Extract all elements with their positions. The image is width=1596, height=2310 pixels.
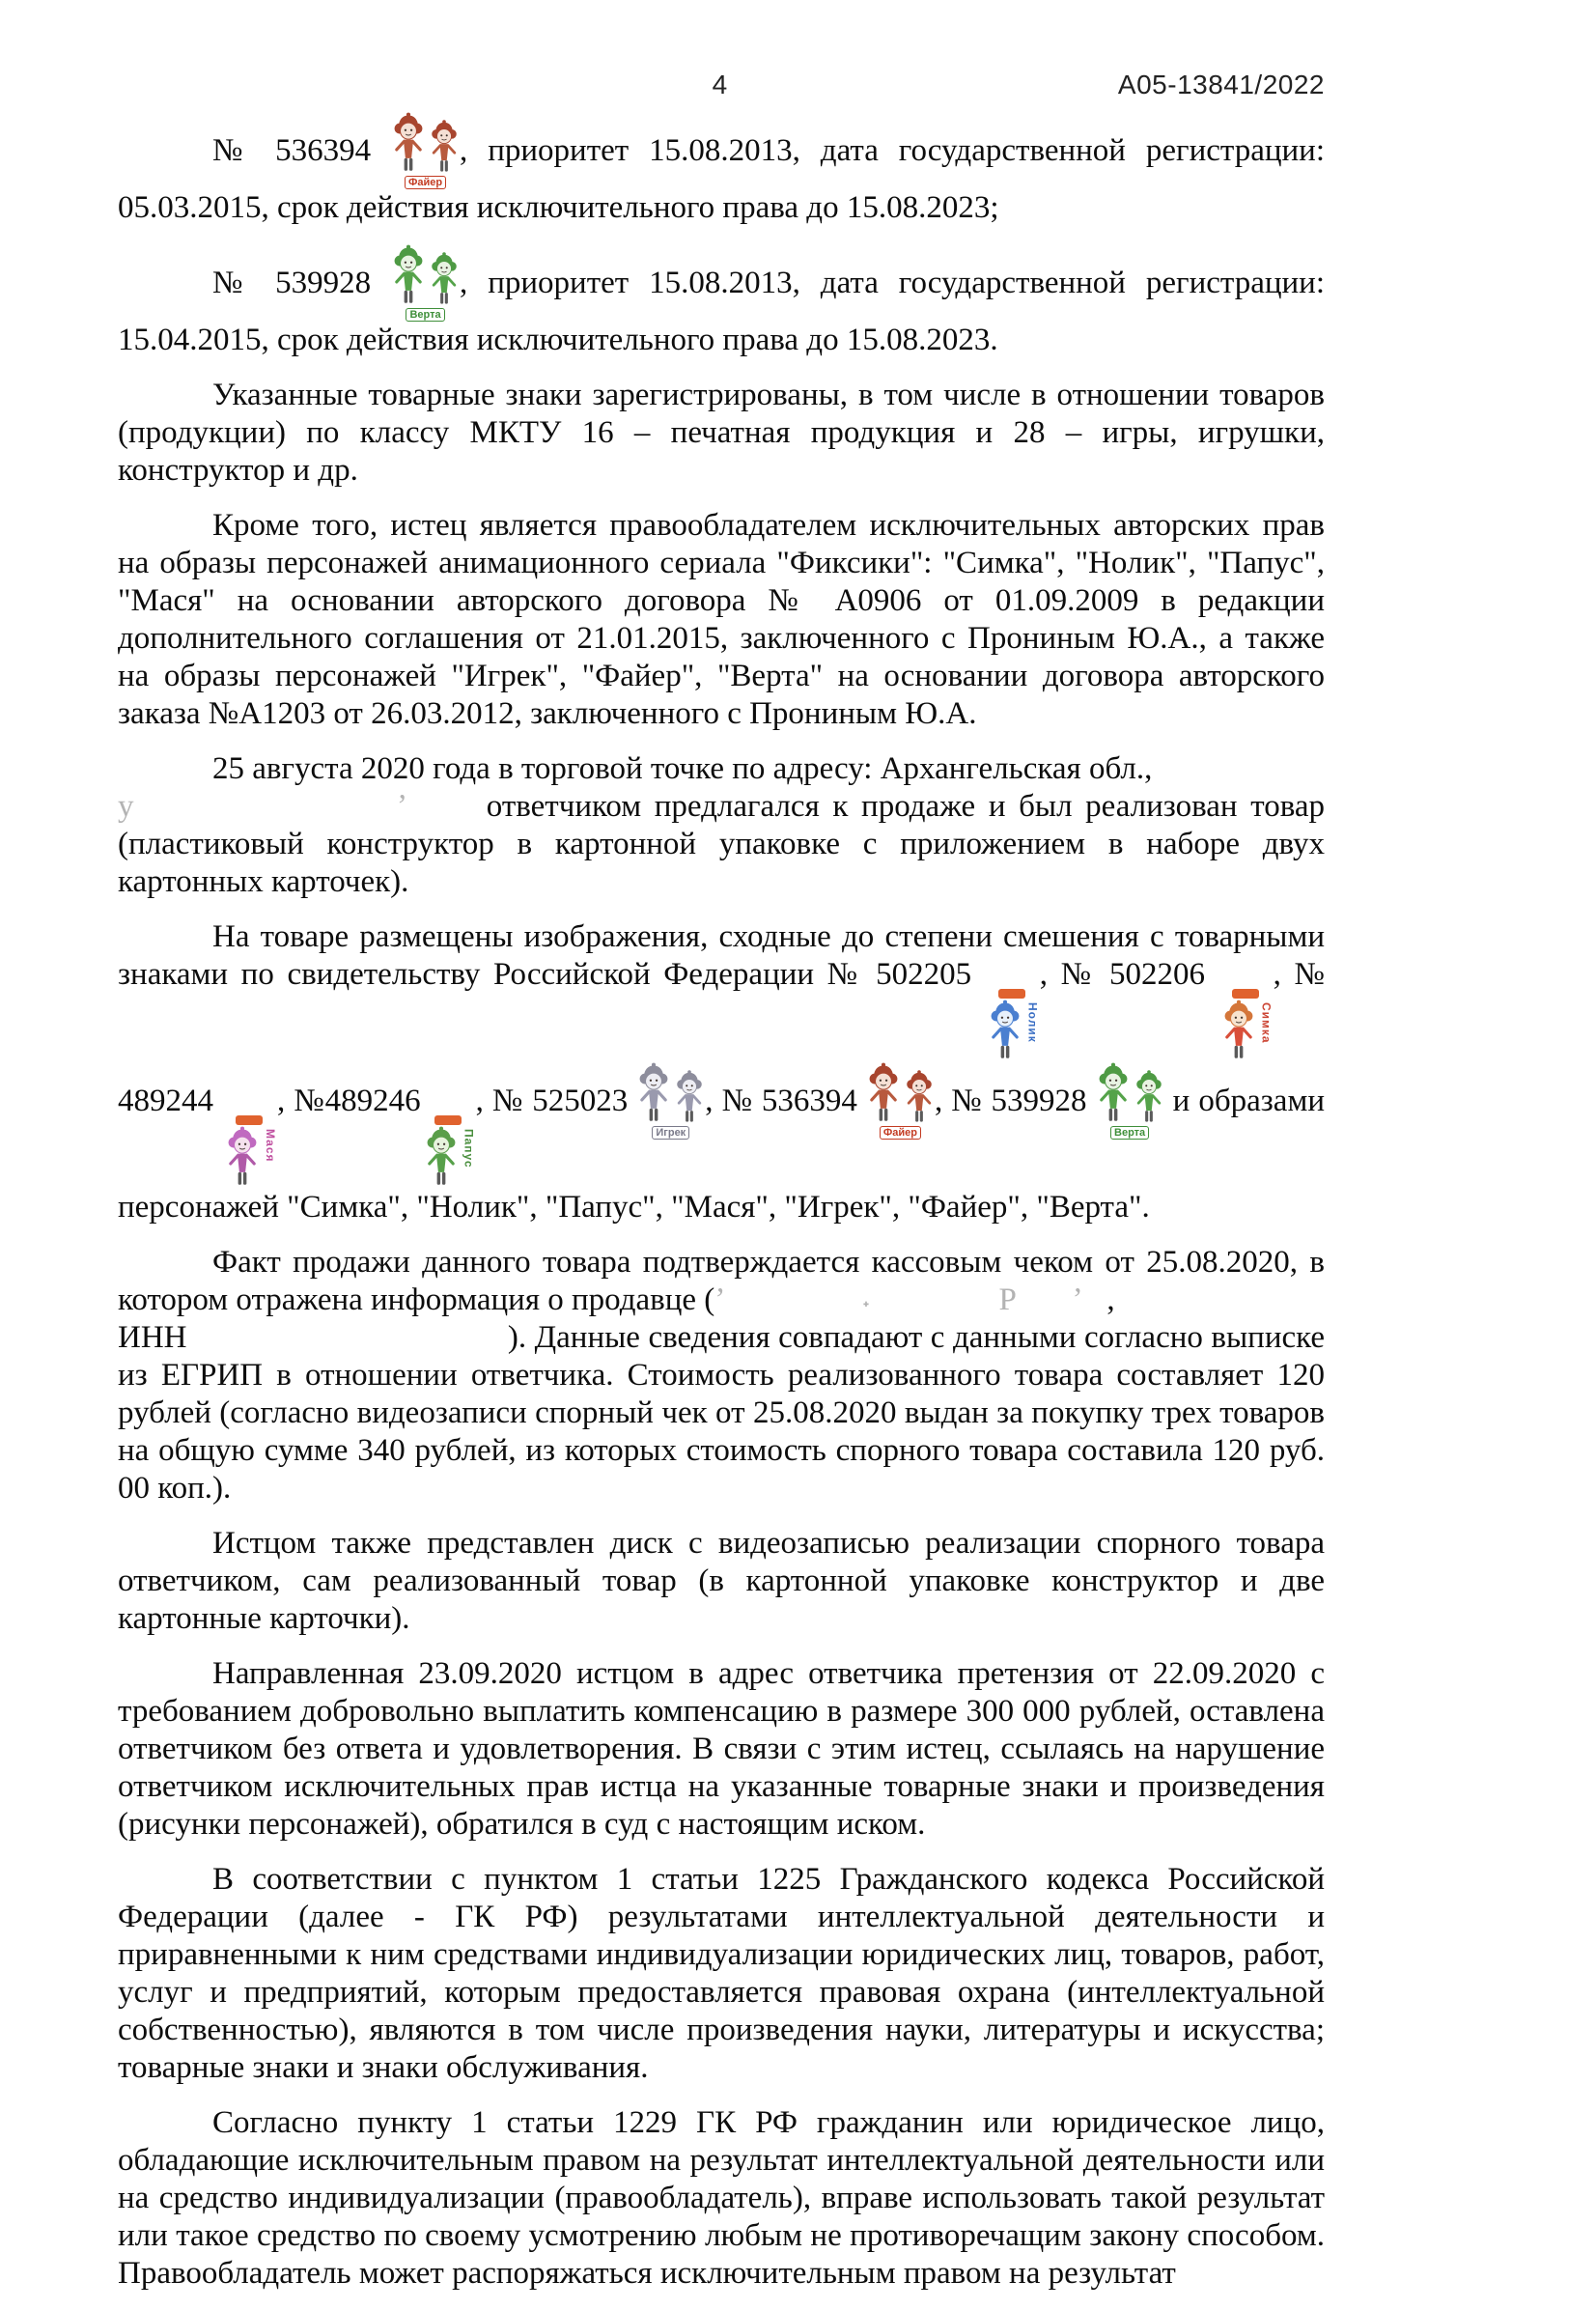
fixiki-logo-badge: [236, 1115, 263, 1125]
paragraph-text: ,: [1106, 1282, 1115, 1317]
case-number: А05-13841/2022: [1117, 70, 1325, 99]
character-name-caption: Мася: [264, 1129, 278, 1163]
redacted-inn-value: [187, 1320, 508, 1355]
paragraph-text: ИНН: [118, 1320, 187, 1355]
paragraph-author-rights: [118, 507, 1325, 733]
trademark-536394-characters-icon: [391, 112, 460, 189]
paragraph-text: Факт продажи данного товара подтверждается кассовым чеком от 25.08.2020, в котором отражена информация о продавце (: [118, 1245, 1325, 1317]
character-name-caption: Нолик: [1025, 1002, 1040, 1043]
character-name-caption: Папус: [462, 1129, 476, 1169]
paragraph-text: , № 525023: [475, 1084, 637, 1118]
trademark-489244-masya-icon: [222, 1115, 277, 1189]
trademark-539928-characters-icon: [391, 244, 460, 322]
fixiki-logo-badge: [1232, 989, 1259, 999]
paragraph-text: 25 августа 2020 года в торговой точке по адресу: Архангельская обл.,: [212, 751, 1153, 786]
paragraph-text: № 539928: [212, 266, 392, 300]
fixiki-logo-badge: [434, 1115, 462, 1125]
paragraph-receipt-proof: [118, 1244, 1325, 1507]
paragraph-text: , № 489244: [118, 957, 1325, 1118]
paragraph-text: Истцом также представлен диск с видеозаписью реализации спорного товара ответчиком, сам реализованный товар (в картонной упаковке конструктор и две картонные карточки).: [118, 1526, 1325, 1636]
paragraph-text: , приоритет 15.08.2013, дата государственной регистрации: 05.03.2015, срок действия исключительного права до 15.08.2023;: [118, 133, 1325, 225]
paragraph-trademark-539928: [118, 244, 1325, 359]
paragraph-sale-event: [118, 750, 1325, 901]
redacted-seller-name: ʼ ˖ Р ʼ: [714, 1282, 1107, 1317]
paragraph-trademark-classes: [118, 377, 1325, 490]
trademark-536394-characters-icon: [866, 1062, 935, 1140]
paragraph-text: , № 539928: [934, 1084, 1096, 1118]
character-name-caption: Симка: [1259, 1002, 1274, 1044]
character-name-caption: Файер: [405, 176, 446, 189]
trademark-502205-nolik-icon: [985, 989, 1040, 1062]
paragraph-gk-rf-1229: [118, 2104, 1325, 2293]
paragraph-text: На товаре размещены изображения, сходные до степени смешения с товарными знаками по свидетельству Российской Федерации № 502205: [118, 919, 1325, 992]
trademark-489246-papus-icon: [421, 1115, 476, 1189]
document-body: [118, 112, 1325, 2310]
paragraph-text: , №489246: [277, 1084, 421, 1118]
paragraph-text: В соответствии с пунктом 1 статьи 1225 Гражданского кодекса Российской Федерации (далее - ГК РФ) результатами интеллектуальной деятельности и приравненными к ним средствами индивидуализации юридических лиц, товаров, работ, услуг и предприятий, которым предоставляется правовая охрана (интеллектуальной собственностью), являются в том числе произведения науки, литературы и искусства; товарные знаки и знаки обслуживания.: [118, 1862, 1325, 2085]
paragraph-text: Указанные товарные знаки зарегистрированы, в том числе в отношении товаров (продукции) по классу МКТУ 16 – печатная продукция и 28 – игры, игрушки, конструктор и др.: [118, 378, 1325, 488]
redacted-address: у ʼ: [118, 789, 487, 824]
paragraph-video-evidence: [118, 1525, 1325, 1638]
character-name-caption: Игрек: [652, 1126, 689, 1140]
trademark-502206-simka-icon: [1218, 989, 1274, 1062]
paragraph-gk-rf-1225: [118, 1861, 1325, 2087]
paragraph-text: , приоритет 15.08.2013, дата государственной регистрации: 15.04.2015, срок действия исключительного права до 15.08.2023.: [118, 266, 1325, 357]
paragraph-text: Кроме того, истец является правообладателем исключительных авторских прав на образы персонажей анимационного сериала "Фиксики": "Симка", "Нолик", "Папус", "Мася" на основании авторского договора № А0906 от 01.09.2009 в редакции дополнительного соглашения от 21.01.2015, заключенного с Прониным Ю.А., а также на образы персонажей "Игрек", "Файер", "Верта" на основании договора авторского заказа №А1203 от 26.03.2012, заключенного с Прониным Ю.А.: [118, 508, 1325, 731]
paragraph-text: , № 536394: [705, 1084, 866, 1118]
paragraph-text: ). Данные сведения совпадают с данными согласно выписке из ЕГРИП в отношении ответчика. Стоимость реализованного товара составляет 120 рублей (согласно видеозаписи спорный чек от 25.08.2020 выдан за покупку трех товаров на общую сумме 340 рублей, из которых стоимость спорного товара составила 120 руб. 00 коп.).: [118, 1320, 1325, 1506]
paragraph-text: ответчиком предлагался к продаже и был реализован товар (пластиковый конструктор в картонной упаковке с приложением в наборе двух картонных карточек).: [118, 789, 1325, 899]
paragraph-text: , № 502206: [1039, 957, 1218, 992]
trademark-539928-verta-icon: [1096, 1062, 1164, 1140]
paragraph-trademark-536394: [118, 112, 1325, 227]
paragraph-trademark-list: [118, 918, 1325, 1226]
character-name-caption: Файер: [880, 1126, 921, 1140]
page-number: 4: [712, 70, 728, 99]
page-header: [118, 70, 1325, 102]
paragraph-claim-letter: [118, 1655, 1325, 1844]
character-name-caption: Верта: [406, 308, 444, 322]
paragraph-text: Согласно пункту 1 статьи 1229 ГК РФ гражданин или юридическое лицо, обладающие исключительным правом на результат интеллектуальной деятельности или на средство индивидуализации (правообладатель), вправе использовать такой результат или такое средство по своему усмотрению любым не противоречащим закону способом. Правообладатель может распоряжаться исключительным правом на результат: [118, 2105, 1325, 2291]
character-name-caption: Верта: [1110, 1126, 1149, 1140]
paragraph-text: и образами персонажей "Симка", "Нолик", "Папус", "Мася", "Игрек", "Файер", "Верта".: [118, 1084, 1325, 1225]
paragraph-text: № 536394: [212, 133, 392, 168]
paragraph-text: Направленная 23.09.2020 истцом в адрес ответчика претензия от 22.09.2020 с требованием добровольно выплатить компенсацию в размере 300 000 рублей, оставлена ответчиком без ответа и удовлетворения. В связи с этим истец, ссылаясь на нарушение ответчиком исключительных прав истца на указанные товарные знаки и произведения (рисунки персонажей), обратился в суд с настоящим иском.: [118, 1656, 1325, 1842]
fixiki-logo-badge: [998, 989, 1025, 999]
trademark-525023-igrek-icon: [636, 1062, 705, 1140]
